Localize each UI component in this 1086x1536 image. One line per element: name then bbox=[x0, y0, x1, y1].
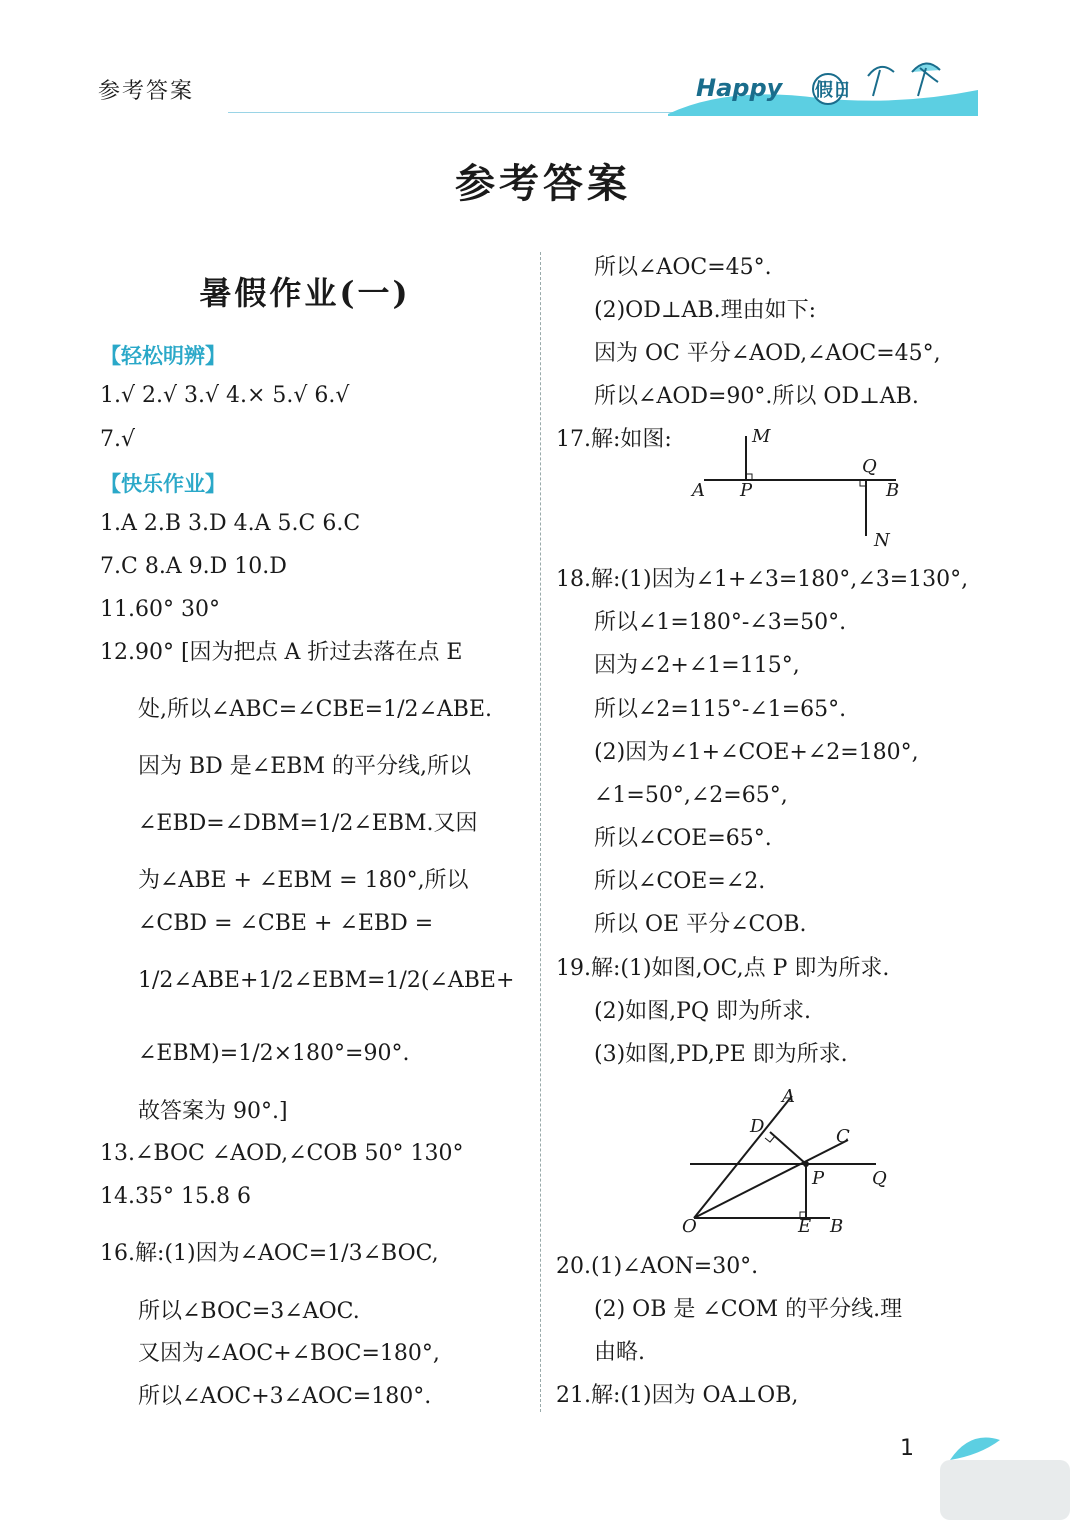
left-line: ∠EBM)=1/2×180°=90°. bbox=[138, 1041, 410, 1066]
right-line: 由略. bbox=[594, 1340, 645, 1365]
left-line: 7.√ bbox=[100, 427, 136, 452]
right-line: 20.(1)∠AON=30°. bbox=[556, 1254, 759, 1279]
logo-badge: 假日 bbox=[815, 80, 851, 101]
section-easy: 【轻松明辨】 bbox=[100, 344, 226, 368]
fig17-label-q: Q bbox=[862, 456, 877, 477]
left-line: 又因为∠AOC+∠BOC=180°, bbox=[138, 1341, 440, 1366]
fig17-label-m: M bbox=[752, 426, 771, 447]
right-line: 因为 OC 平分∠AOD,∠AOC=45°, bbox=[594, 341, 941, 366]
fig19-label-c: C bbox=[836, 1126, 850, 1147]
watermark-logo bbox=[930, 1420, 1080, 1530]
left-line: 13.∠BOC ∠AOD,∠COB 50° 130° bbox=[100, 1141, 464, 1166]
logo-text: Happy bbox=[696, 74, 783, 102]
fig19-label-a: A bbox=[782, 1086, 795, 1107]
right-line: 18.解:(1)因为∠1+∠3=180°,∠3=130°, bbox=[556, 567, 969, 592]
fig19-label-o: O bbox=[682, 1216, 697, 1237]
left-line: 处,所以∠ABC=∠CBE=1/2∠ABE. bbox=[138, 697, 493, 722]
left-line: 1/2∠ABE+1/2∠EBM=1/2(∠ABE+ bbox=[138, 968, 515, 993]
fig19-label-p: P bbox=[812, 1168, 825, 1189]
right-line: (2)OD⊥AB.理由如下: bbox=[594, 298, 816, 323]
right-line: 21.解:(1)因为 OA⊥OB, bbox=[556, 1383, 799, 1408]
left-line: 为∠ABE + ∠EBM = 180°,所以 bbox=[138, 868, 469, 893]
left-line: 12.90° [因为把点 A 折过去落在点 E bbox=[100, 640, 463, 665]
fig19-label-b: B bbox=[830, 1216, 844, 1237]
header-rule bbox=[228, 112, 688, 113]
right-line: 所以∠1=180°-∠3=50°. bbox=[594, 610, 847, 635]
fig19-label-q: Q bbox=[872, 1168, 887, 1189]
right-line: (3)如图,PD,PE 即为所求. bbox=[594, 1042, 848, 1067]
left-line: 7.C 8.A 9.D 10.D bbox=[100, 554, 287, 579]
left-line: 因为 BD 是∠EBM 的平分线,所以 bbox=[138, 754, 471, 779]
happy-holiday-logo bbox=[668, 56, 978, 116]
left-line: 所以∠AOC+3∠AOC=180°. bbox=[138, 1384, 432, 1409]
column-divider bbox=[540, 252, 541, 1412]
right-line: (2)如图,PQ 即为所求. bbox=[594, 999, 811, 1024]
left-line: 1.A 2.B 3.D 4.A 5.C 6.C bbox=[100, 511, 361, 536]
figure-17 bbox=[690, 424, 930, 552]
right-line: 所以∠2=115°-∠1=65°. bbox=[594, 697, 847, 722]
figure-19 bbox=[680, 1086, 900, 1238]
left-line: 1.√ 2.√ 3.√ 4.× 5.√ 6.√ bbox=[100, 383, 350, 408]
section-subtitle: 暑假作业(一) bbox=[199, 274, 411, 312]
header-left-text: 参考答案 bbox=[98, 79, 195, 104]
right-line: 所以∠COE=∠2. bbox=[594, 869, 766, 894]
right-line: 所以∠COE=65°. bbox=[594, 826, 772, 851]
right-line: (2)因为∠1+∠COE+∠2=180°, bbox=[594, 740, 919, 765]
left-line: 14.35° 15.8 6 bbox=[100, 1184, 251, 1209]
fig17-label-n: N bbox=[874, 530, 890, 551]
fig19-label-d: D bbox=[750, 1116, 765, 1137]
right-line: 所以 OE 平分∠COB. bbox=[594, 912, 807, 937]
right-line: 19.解:(1)如图,OC,点 P 即为所求. bbox=[556, 956, 890, 981]
fig19-label-e: E bbox=[798, 1216, 812, 1237]
fig17-label-p: P bbox=[740, 480, 753, 501]
page-number: 1 bbox=[900, 1436, 914, 1461]
left-line: ∠CBD = ∠CBE + ∠EBD = bbox=[138, 911, 434, 936]
left-line: 16.解:(1)因为∠AOC=1/3∠BOC, bbox=[100, 1241, 439, 1266]
left-line: 所以∠BOC=3∠AOC. bbox=[138, 1299, 360, 1324]
right-line: 因为∠2+∠1=115°, bbox=[594, 653, 800, 678]
fig17-label-a: A bbox=[692, 480, 705, 501]
right-line: (2) OB 是 ∠COM 的平分线.理 bbox=[594, 1297, 903, 1322]
left-line: 11.60° 30° bbox=[100, 597, 220, 622]
left-line: ∠EBD=∠DBM=1/2∠EBM.又因 bbox=[138, 811, 478, 836]
right-line: 所以∠AOD=90°.所以 OD⊥AB. bbox=[594, 384, 919, 409]
right-line: 17.解:如图: bbox=[556, 427, 672, 452]
fig17-label-b: B bbox=[886, 480, 900, 501]
page-title: 参考答案 bbox=[455, 160, 631, 207]
right-line: 所以∠AOC=45°. bbox=[594, 255, 772, 280]
left-line: 故答案为 90°.] bbox=[138, 1099, 288, 1124]
right-line: ∠1=50°,∠2=65°, bbox=[594, 783, 788, 808]
section-happy: 【快乐作业】 bbox=[100, 472, 226, 496]
